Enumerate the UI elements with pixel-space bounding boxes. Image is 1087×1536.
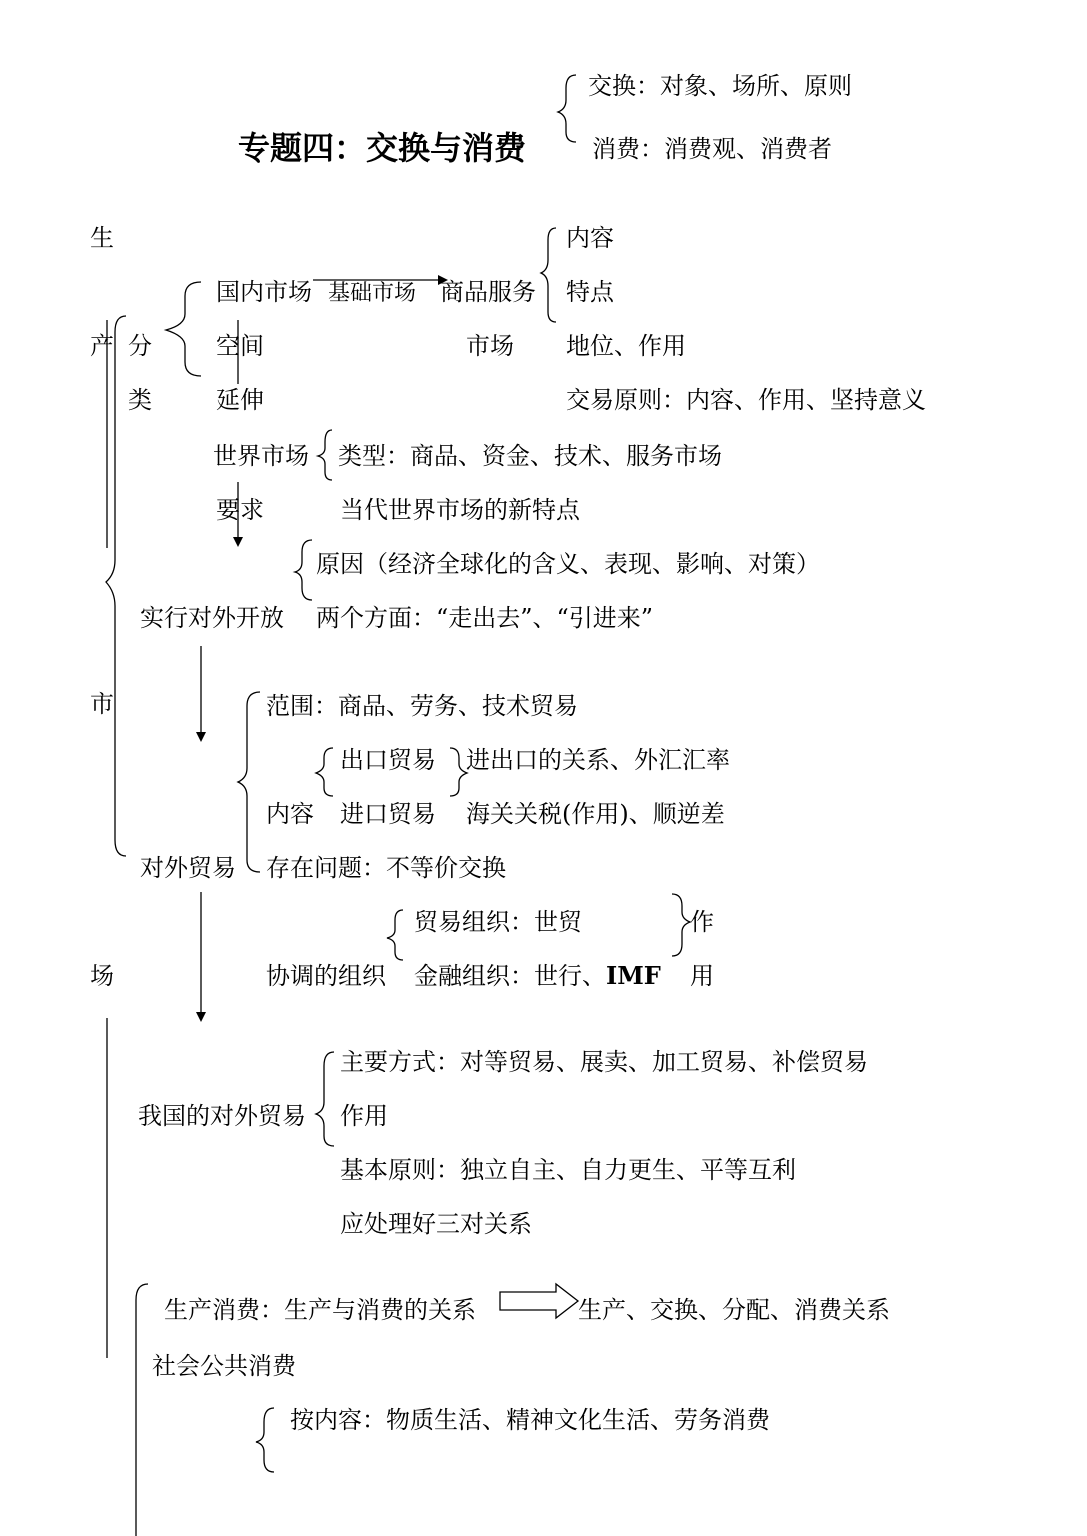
left-brace-main: [106, 316, 126, 856]
trade-organization: 贸易组织：世贸: [414, 908, 582, 936]
brace-classification: [166, 282, 201, 376]
china-trade-role: 作用: [340, 1102, 388, 1130]
main-trade-modes: 主要方式：对等贸易、展卖、加工贸易、补偿贸易: [340, 1048, 868, 1076]
classification-fen: 分: [128, 332, 152, 360]
export-trade: 出口贸易: [340, 746, 436, 774]
basic-principles: 基本原则：独立自主、自力更生、平等互利: [340, 1156, 796, 1184]
page-title: 专题四：交换与消费: [238, 129, 527, 167]
two-aspects: 两个方面：“走出去”、“引进来”: [316, 604, 654, 632]
opening-reason: 原因（经济全球化的含义、表现、影响、对策）: [316, 550, 820, 578]
goods-services: 商品服务: [440, 278, 536, 306]
vertical-char-sheng: 生: [90, 224, 114, 252]
aspect-status: 地位、作用: [566, 332, 686, 360]
import-export-relation: 进出口的关系、外汇汇率: [466, 746, 730, 774]
finance-organization-text: 金融组织：世行、: [414, 962, 606, 990]
brace-export-import-left: [316, 748, 333, 796]
brace-consumption: [136, 1284, 148, 1536]
vertical-char-chang: 场: [90, 962, 114, 990]
brace-opening: [295, 540, 312, 600]
vertical-char-chan: 产: [90, 332, 114, 360]
brace-market-aspects: [541, 228, 556, 322]
vertical-char-shi: 市: [90, 690, 114, 718]
trade-content: 内容: [266, 800, 314, 828]
new-features: 当代世界市场的新特点: [340, 496, 580, 524]
space-label: 空间: [216, 332, 264, 360]
public-consumption: 社会公共消费: [152, 1352, 296, 1380]
three-relations: 应处理好三对关系: [340, 1210, 532, 1238]
extend-label: 延伸: [216, 386, 264, 414]
china-trade-label: 我国的对外贸易: [138, 1102, 306, 1130]
header-brace: [558, 75, 576, 142]
foreign-trade-label: 对外贸易: [140, 854, 236, 882]
role-char-zuo: 作: [690, 908, 714, 936]
market-label: 市场: [466, 332, 514, 360]
requirement-label: 要求: [216, 496, 264, 524]
implement-opening: 实行对外开放: [140, 604, 284, 632]
customs-tariff: 海关关税(作用)、顺逆差: [466, 800, 725, 828]
brace-foreign-trade: [238, 692, 260, 872]
brace-world-market: [318, 430, 332, 480]
production-consumption: 生产消费：生产与消费的关系: [164, 1296, 476, 1324]
hollow-arrow: [500, 1284, 578, 1318]
consumption-by-content: 按内容：物质生活、精神文化生活、劳务消费: [290, 1406, 770, 1434]
role-char-yong: 用: [690, 962, 714, 990]
trade-problem: 存在问题：不等价交换: [266, 854, 506, 882]
economic-relations: 生产、交换、分配、消费关系: [578, 1296, 890, 1324]
brace-organizations-right: [672, 894, 690, 956]
import-trade: 进口贸易: [340, 800, 436, 828]
domestic-market: 国内市场: [216, 278, 312, 306]
trade-scope: 范围：商品、劳务、技术贸易: [266, 692, 578, 720]
header-exchange: 交换：对象、场所、原则: [588, 72, 852, 100]
world-market: 世界市场: [213, 442, 309, 470]
brace-by-content: [256, 1408, 274, 1472]
finance-organization: [414, 962, 661, 990]
finance-organization-imf: IMF: [606, 961, 661, 990]
coordinating-organizations: 协调的组织: [266, 962, 386, 990]
aspect-principles: 交易原则：内容、作用、坚持意义: [566, 386, 926, 414]
aspect-content: 内容: [566, 224, 614, 252]
basic-market: 基础市场: [328, 281, 417, 306]
brace-export-import-right: [450, 748, 467, 796]
world-market-types: 类型：商品、资金、技术、服务市场: [338, 442, 722, 470]
brace-china-trade: [316, 1052, 334, 1146]
classification-lei: 类: [128, 386, 152, 414]
brace-organizations-left: [387, 910, 403, 960]
aspect-features: 特点: [566, 278, 614, 306]
header-consumption: 消费：消费观、消费者: [592, 135, 832, 163]
